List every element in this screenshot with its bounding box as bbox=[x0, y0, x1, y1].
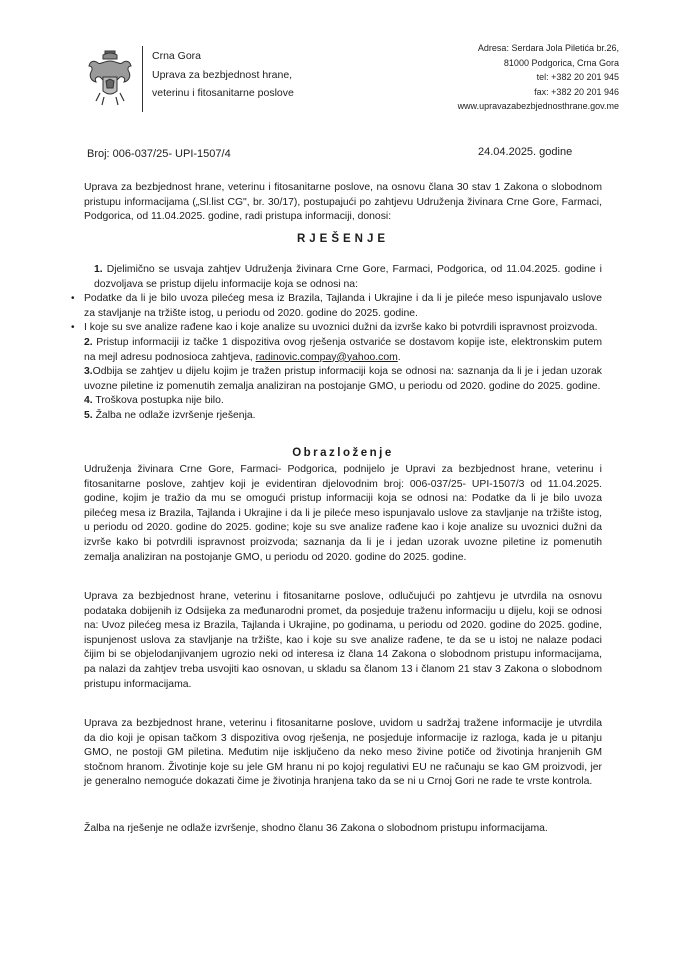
item-2-text: Pristup informaciji iz tačke 1 dispozitiva ovog rješenja ostvariće se dostavom kopije iste, elektronskim putem na mejl adresu podnosioca zahtjeva, bbox=[84, 336, 602, 363]
reasoning-paragraph-2: Uprava za bezbjednost hrane, veterinu i fitosanitarne poslove, odlučujući po zahtjevu je utvrdila na osnovu podataka dobijenih iz Odsijeka za međunarodni promet, da posjeduje traženu informaciju u dijelu, koji se odnosi na: Uvoz pilećeg mesa iz Brazila, Tajlanda i Ukrajine, po godinama, u periodu od 2020. godine do 2025. godine, ispunjenost uslova za stavljanje na tržište, kao i koje su sve analize rađene, te da se u istoj ne nalaze podaci čijim bi se objelodanjivanjem ugrozio neki od interesa iz člana 14 Zakona o slobodnom pristupu informacijama, pa nalazi da zahtjev treba usvojiti kao osnovan, u skladu sa članom 13 i članom 21 stav 3 Zakona o slobodnom pristupu informacijama. bbox=[84, 591, 602, 690]
institution-line-3: veterinu i fitosanitarne poslove bbox=[152, 87, 294, 99]
item-3-text: Odbija se zahtjev u dijelu kojim je tražen pristup informaciji koja se odnosi na: saznanja da li je i jedan uzorak uvozne piletine iz pomenutih zemalja analiziran na postojanje GMO, u periodu od 2020. godine do 2025. godine. bbox=[84, 366, 602, 392]
bullet-icon: • bbox=[71, 293, 75, 305]
institution-country: Crna Gora bbox=[152, 50, 202, 62]
coat-of-arms-logo bbox=[88, 47, 132, 109]
item-5-text: Žalba ne odlaže izvršenje rješenja. bbox=[95, 409, 256, 421]
decision-item-3 bbox=[84, 365, 602, 394]
address-website[interactable]: www.upravazabezbjednosthrane.gov.me bbox=[457, 101, 619, 111]
item-1-number: 1. bbox=[94, 264, 103, 275]
item-1-text: Djelimično se usvaja zahtjev Udruženja živinara Crne Gore, Farmaci, Podgorica, od 11.04.2025. godine i dozvoljava se pristup dijelu informacije koja se odnosi na: bbox=[94, 264, 602, 290]
reference-number: Broj: 006-037/25- UPI-1507/4 bbox=[87, 148, 231, 160]
address-city: 81000 Podgorica, Crna Gora bbox=[503, 57, 619, 68]
reasoning-title: Obrazloženje bbox=[292, 447, 394, 459]
intro-paragraph: Uprava za bezbjednost hrane, veterinu i fitosanitarne poslove, na osnovu člana 30 stav 1 Zakona o slobodnom pristupu informacijama („Sl.list CG", br. 30/17), postupajući po zahtjevu Udruženja živinara Crne Gore, Farmaci, Podgorica, od 11.04.2025. godine, radi pristupa informaciji, donosi: bbox=[84, 182, 602, 223]
decision-title: RJEŠENJE bbox=[296, 233, 390, 245]
item-4-text: Troškova postupka nije bilo. bbox=[95, 395, 224, 407]
item-2-end: . bbox=[397, 351, 401, 363]
item-3-number: 3. bbox=[84, 366, 93, 378]
institution-line-2: Uprava za bezbjednost hrane, bbox=[152, 68, 293, 81]
institution-name bbox=[152, 47, 294, 103]
reasoning-paragraph-4: Žalba na rješenje ne odlaže izvršenje, shodno članu 36 Zakona o slobodnom pristupu informacijama. bbox=[84, 823, 548, 834]
bullet-1-text: Podatke da li je bilo uvoza pilećeg mesa iz Brazila, Tajlanda i Ukrajine i da li je pileće meso ispunjavalo uslove za stavljanje na tržište istog, u periodu od 2020. godine do 2025. godine. bbox=[84, 293, 602, 319]
item-4-number: 4. bbox=[84, 395, 93, 407]
decision-item-4 bbox=[84, 394, 602, 409]
bullet-2-text: I koje su sve analize rađene kao i koje analize su uvoznici dužni da izvrše kako bi potvrdili ispravnost proizvoda. bbox=[84, 322, 598, 334]
address-phone: tel: +382 20 201 945 bbox=[536, 72, 619, 82]
decision-items bbox=[71, 263, 602, 424]
decision-item-1 bbox=[84, 263, 602, 292]
bullet-item-1 bbox=[71, 292, 602, 321]
address-street: Adresa: Serdara Jola Piletića br.26, bbox=[477, 43, 619, 53]
item-5-number: 5. bbox=[84, 409, 93, 421]
reasoning-paragraph-1: Udruženja živinara Crne Gore, Farmaci- Podgorica, podnijelo je Upravi za bezbjednost hrane, veterinu i fitosanitarne poslove, zahtjev koji je evidentiran djelovodnim broj: 006-037/25- UPI-1507/3 od 11.04.2025. godine, kojim je tražio da mu se omogući pristup informaciji koja se odnosi na: Podatke da li je bilo uvoza pilećeg mesa iz Brazila, Tajlanda i Ukrajine i da li je pileće meso ispunjavalo uslove za stavljanje na tržište istog, u periodu od 2020. godine do 2025. godine; koje su sve analize rađene kao i koje analize su uvoznici dužni da izvrše kako bi potvrdili ispravnost proizvoda; saznanja da li je i jedan uzorak uvozne piletine iz pomenutih zemalja analiziran na postojanje GMO, u periodu od 2020. godine do 2025. godine. bbox=[84, 464, 602, 563]
bullet-item-2 bbox=[71, 321, 602, 336]
item-2-number: 2. bbox=[84, 336, 93, 348]
reasoning-paragraph-3: Uprava za bezbjednost hrane, veterinu i fitosanitarne poslove, uvidom u sadržaj tražene informacije je utvrdila da dio koji je opisan tačkom 3 dispozitiva ovog rješenja, ne posjeduje informacije iz razloga, kada je u pitanju GMO, ne postoji GM piletina. Međutim nije isključeno da neko meso živine potiče od životinja hranjenih GM stočnom hranom. Životinje koje su jele GM hranu ni po kojoj regulativi EU ne računaju se kao GM proizvodi, jer je generalno nemoguće dokazati čime je životinja hranjena tako da se ni u Crnoj Gori ne rade te vrste kontrola. bbox=[84, 718, 602, 788]
document-date: 24.04.2025. godine bbox=[478, 146, 573, 158]
decision-item-2 bbox=[84, 336, 602, 365]
requester-email-link[interactable]: radinovic.compay@yahoo.com bbox=[255, 351, 398, 363]
bullet-icon: • bbox=[71, 322, 75, 334]
contact-address-block bbox=[389, 41, 619, 114]
address-fax: fax: +382 20 201 946 bbox=[534, 86, 619, 97]
header-divider bbox=[142, 46, 143, 112]
decision-item-5 bbox=[84, 409, 602, 424]
